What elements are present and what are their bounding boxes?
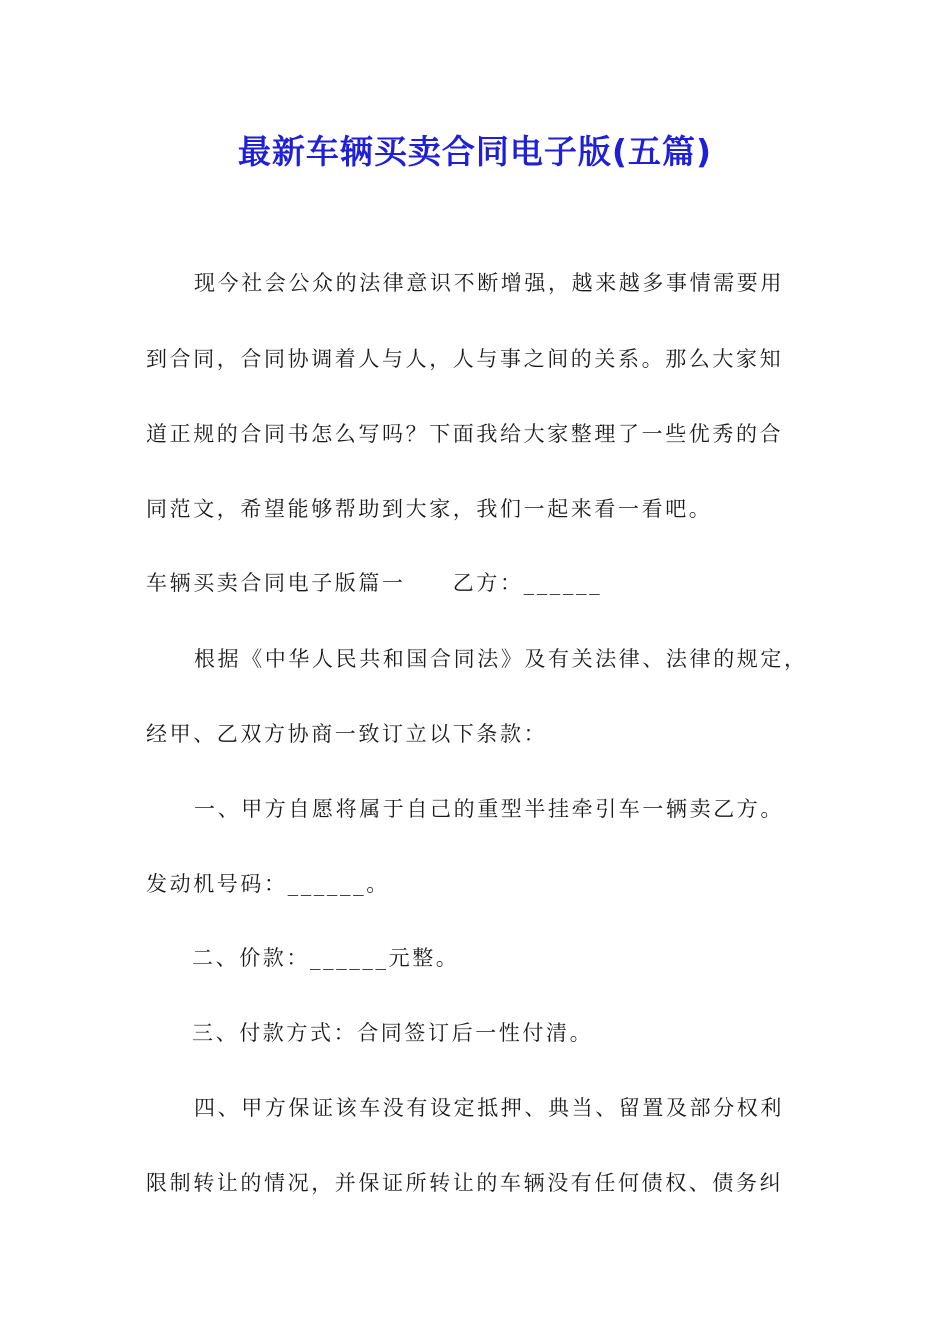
paragraph-line: 到合同，合同协调着人与人，人与事之间的关系。那么大家知 (146, 347, 784, 371)
clause-line: 发动机号码：______。 (146, 872, 390, 896)
clause-line: 一、甲方自愿将属于自己的重型半挂牵引车一辆卖乙方。 (194, 797, 784, 821)
clause-line: 限制转让的情况，并保证所转让的车辆没有任何债权、债务纠 (146, 1171, 784, 1195)
paragraph-line: 经甲、乙双方协商一致订立以下条款： (146, 722, 548, 746)
clause-line: 四、甲方保证该车没有设定抵押、典当、留置及部分权利 (194, 1096, 784, 1120)
paragraph-line: 同范文，希望能够帮助到大家，我们一起来看一看吧。 (146, 497, 713, 521)
clause-line: 二、价款：______元整。 (192, 946, 460, 970)
paragraph-line: 现今社会公众的法律意识不断增强，越来越多事情需要用 (194, 271, 784, 295)
paragraph-line: 道正规的合同书怎么写吗？下面我给大家整理了一些优秀的合 (146, 422, 784, 446)
section-heading: 车辆买卖合同电子版篇一 乙方：______ (146, 571, 603, 595)
document-title: 最新车辆买卖合同电子版(五篇) (237, 132, 713, 171)
clause-line: 三、付款方式：合同签订后一性付清。 (192, 1021, 594, 1045)
paragraph-line: 根据《中华人民共和国合同法》及有关法律、法律的规定， (194, 647, 808, 671)
